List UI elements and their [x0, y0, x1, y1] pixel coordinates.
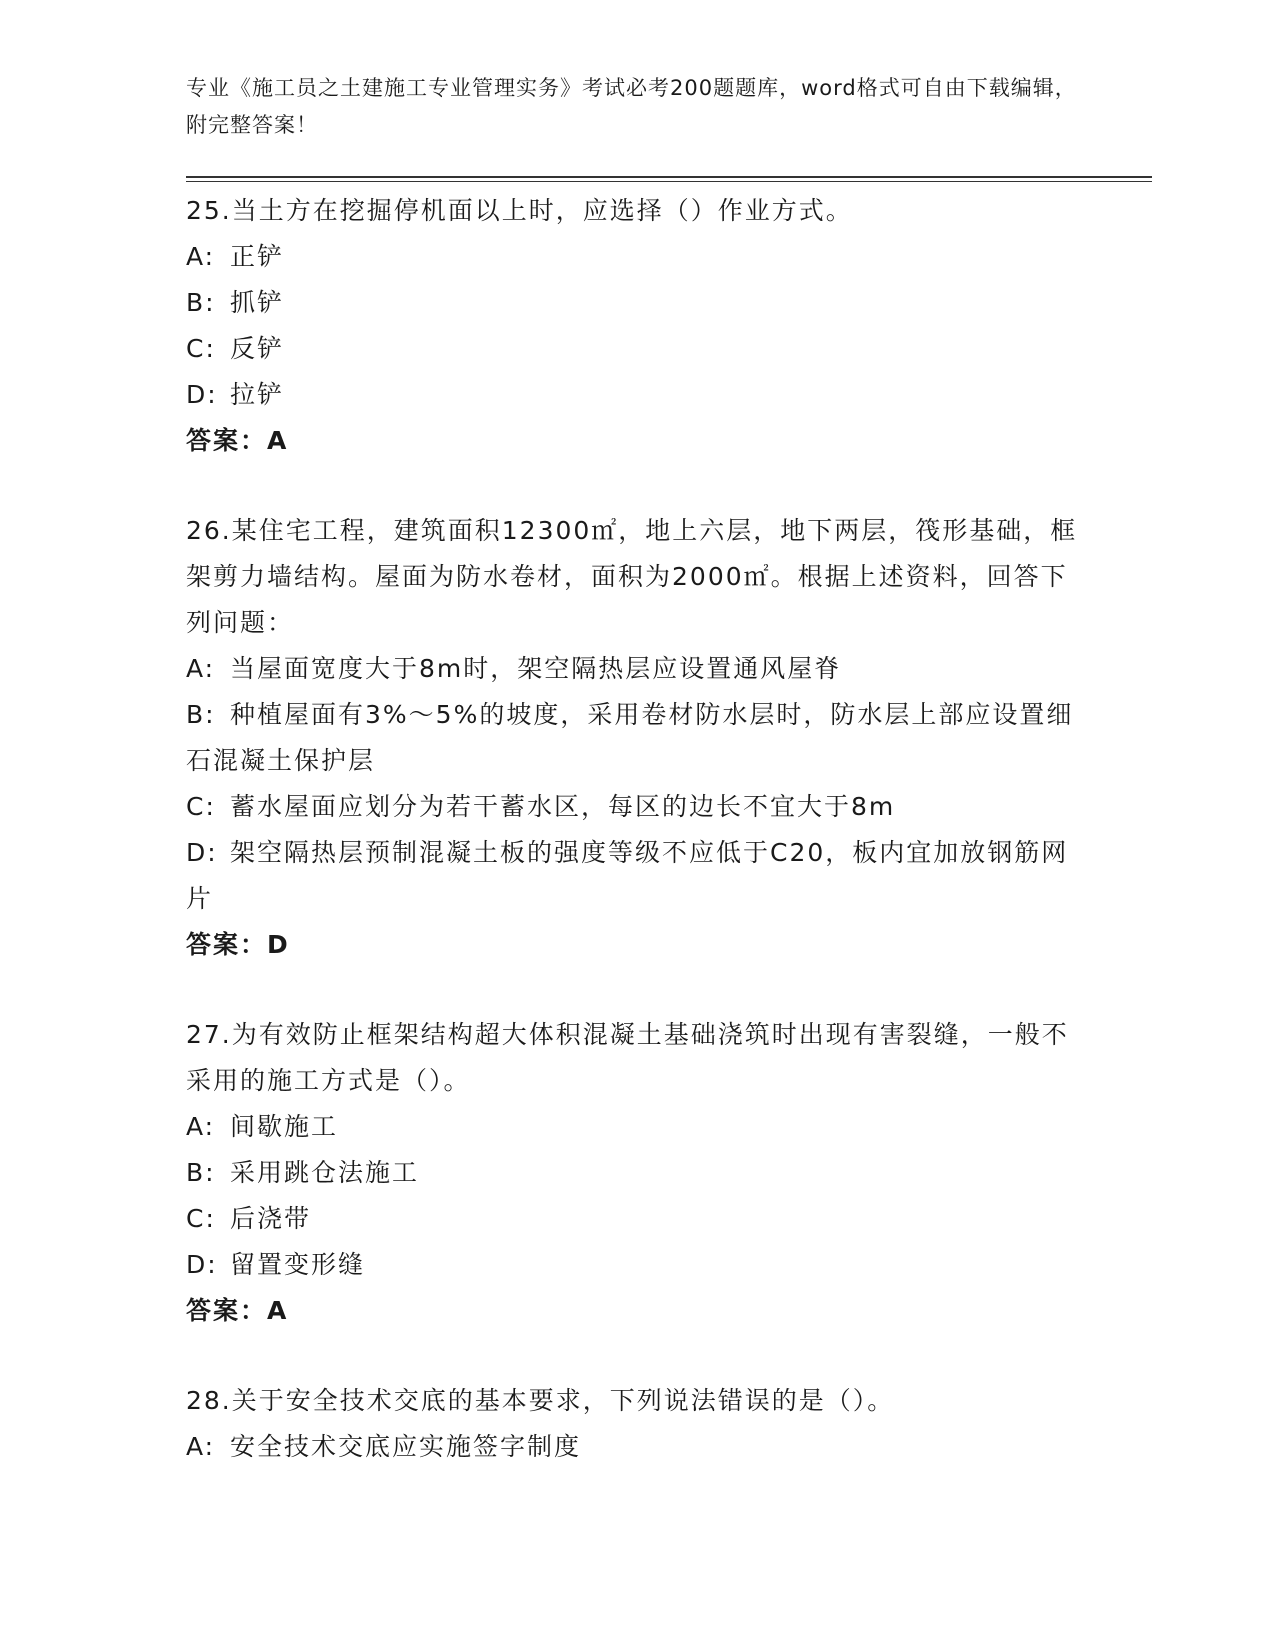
document-header	[186, 70, 1086, 144]
option-text: 蓄水屋面应划分为若干蓄水区，每区的边长不宜大于8m	[230, 792, 896, 821]
option-c	[186, 784, 1086, 830]
header-text: 专业《施工员之土建施工专业管理实务》考试必考200题题库，word格式可自由下载编辑，附完整答案！	[186, 76, 1077, 137]
option-text: 留置变形缝	[230, 1250, 366, 1279]
option-label: A:	[186, 654, 216, 683]
header-divider-thin	[186, 181, 1152, 182]
question-25	[186, 188, 1086, 464]
option-label: B:	[186, 288, 216, 317]
option-label: C:	[186, 334, 216, 363]
answer: 答案：A	[186, 1296, 289, 1325]
option-label: A:	[186, 1112, 216, 1141]
option-text: 种植屋面有3%～5%的坡度，采用卷材防水层时，防水层上部应设置细石混凝土保护层	[186, 700, 1074, 775]
option-a	[186, 646, 1086, 692]
question-list	[186, 188, 1086, 1470]
option-d	[186, 1242, 1086, 1288]
option-text: 安全技术交底应实施签字制度	[230, 1432, 582, 1461]
option-text: 反铲	[230, 334, 285, 363]
question-stem: 26.某住宅工程，建筑面积12300㎡，地上六层，地下两层，筏形基础，框架剪力墙结构。屋面为防水卷材，面积为2000㎡。根据上述资料，回答下列问题：	[186, 516, 1078, 637]
option-c	[186, 1196, 1086, 1242]
option-label: C:	[186, 792, 216, 821]
option-label: A:	[186, 242, 216, 271]
question-28	[186, 1378, 1086, 1470]
option-text: 间歇施工	[230, 1112, 339, 1141]
answer: 答案：A	[186, 426, 289, 455]
option-b	[186, 1150, 1086, 1196]
question-stem: 25.当土方在挖掘停机面以上时，应选择（）作业方式。	[186, 196, 853, 225]
option-label: D:	[186, 380, 218, 409]
option-a	[186, 1424, 1086, 1470]
option-label: A:	[186, 1432, 216, 1461]
option-d	[186, 372, 1086, 418]
option-a	[186, 1104, 1086, 1150]
option-text: 采用跳仓法施工	[230, 1158, 420, 1187]
option-label: C:	[186, 1204, 216, 1233]
option-label: B:	[186, 700, 216, 729]
option-c	[186, 326, 1086, 372]
option-d	[186, 830, 1086, 922]
option-text: 抓铲	[230, 288, 285, 317]
answer: 答案：D	[186, 930, 290, 959]
header-divider-thick	[186, 176, 1152, 178]
option-text: 当屋面宽度大于8m时，架空隔热层应设置通风屋脊	[230, 654, 842, 683]
option-text: 拉铲	[230, 380, 285, 409]
option-a	[186, 234, 1086, 280]
option-text: 架空隔热层预制混凝土板的强度等级不应低于C20，板内宜加放钢筋网片	[186, 838, 1069, 913]
option-label: D:	[186, 838, 218, 867]
question-26	[186, 508, 1086, 968]
spacer	[186, 464, 1086, 508]
option-text: 后浇带	[230, 1204, 312, 1233]
option-b	[186, 692, 1086, 784]
question-stem: 27.为有效防止框架结构超大体积混凝土基础浇筑时出现有害裂缝，一般不采用的施工方式是（）。	[186, 1020, 1069, 1095]
spacer	[186, 968, 1086, 1012]
option-text: 正铲	[230, 242, 285, 271]
spacer	[186, 1334, 1086, 1378]
option-label: D:	[186, 1250, 218, 1279]
question-stem: 28.关于安全技术交底的基本要求，下列说法错误的是（）。	[186, 1386, 895, 1415]
question-27	[186, 1012, 1086, 1334]
option-b	[186, 280, 1086, 326]
option-label: B:	[186, 1158, 216, 1187]
